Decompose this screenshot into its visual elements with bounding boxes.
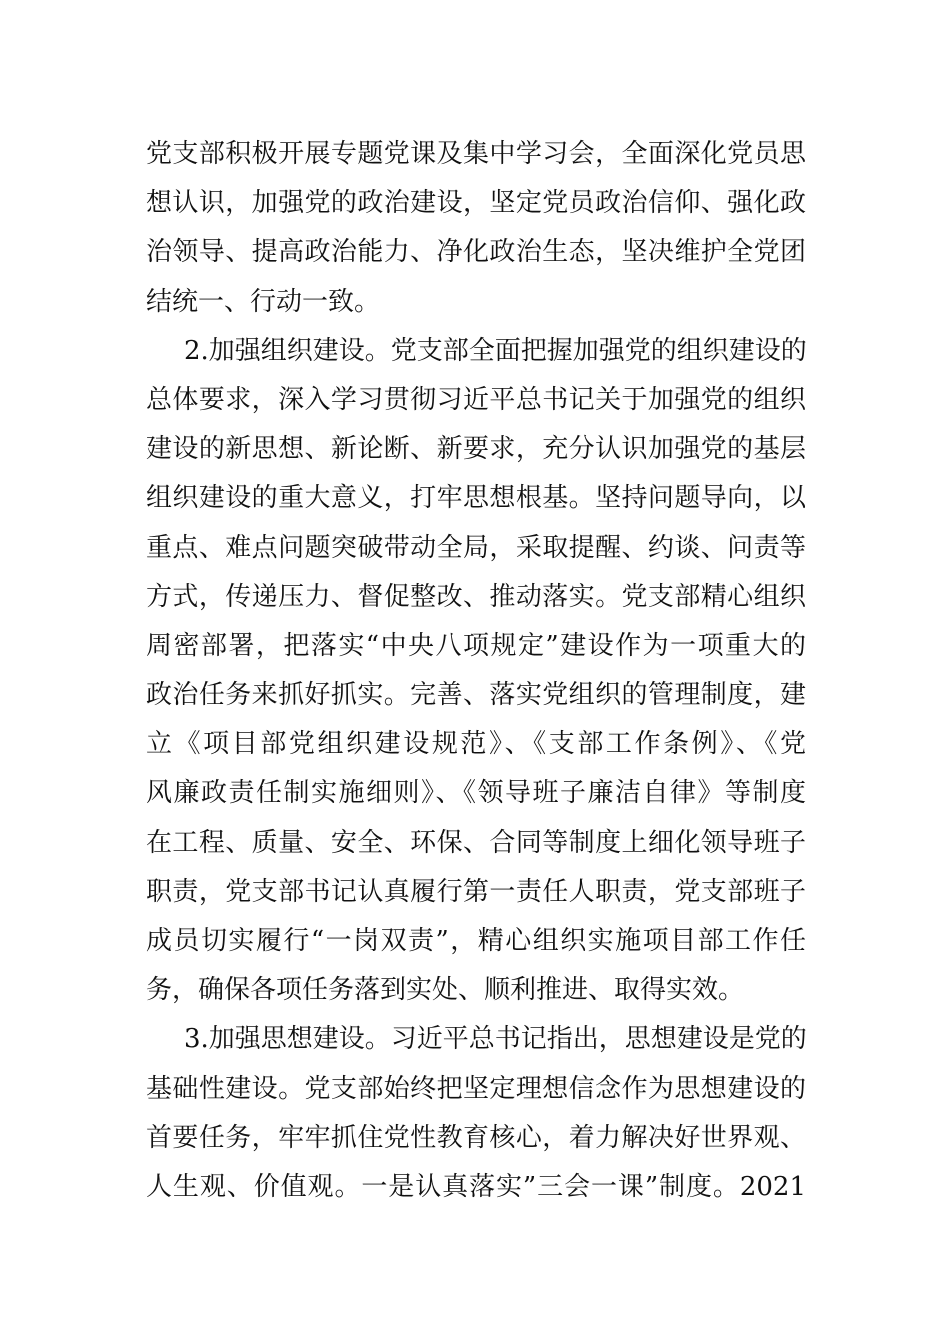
text-line: 想认识，加强党的政治建设，坚定党员政治信仰、强化政 bbox=[146, 188, 806, 219]
text-line: 风廉政责任制实施细则》、《领导班子廉洁自律》等制度 bbox=[146, 778, 806, 809]
text-line: 方式，传递压力、督促整改、推动落实。党支部精心组织 bbox=[146, 581, 806, 612]
text-line: 职责，党支部书记认真履行第一责任人职责，党支部班子 bbox=[146, 876, 806, 907]
text-line: 3.加强思想建设。习近平总书记指出，思想建设是党的 bbox=[184, 1024, 807, 1055]
text-line: 政治任务来抓好抓实。完善、落实党组织的管理制度，建 bbox=[146, 680, 806, 711]
text-line: 人生观、价值观。一是认真落实”三会一课”制度。2021 bbox=[146, 1171, 806, 1202]
text-line: 首要任务，牢牢抓住党性教育核心，着力解决好世界观、 bbox=[146, 1122, 806, 1153]
text-line: 成员切实履行“一岗双责”，精心组织实施项目部工作任 bbox=[146, 926, 806, 956]
text-line: 组织建设的重大意义，打牢思想根基。坚持问题导向，以 bbox=[146, 483, 806, 514]
body-text bbox=[146, 130, 806, 1212]
text-line: 2.加强组织建设。党支部全面把握加强党的组织建设的 bbox=[184, 335, 807, 366]
text-line: 总体要求，深入学习贯彻习近平总书记关于加强党的组织 bbox=[146, 384, 806, 415]
text-line: 基础性建设。党支部始终把坚定理想信念作为思想建设的 bbox=[146, 1073, 806, 1104]
text-line: 结统一、行动一致。 bbox=[146, 286, 381, 317]
text-line: 重点、难点问题突破带动全局，采取提醒、约谈、问责等 bbox=[146, 532, 806, 563]
text-line: 治领导、提高政治能力、净化政治生态，坚决维护全党团 bbox=[146, 237, 806, 268]
text-line: 建设的新思想、新论断、新要求，充分认识加强党的基层 bbox=[146, 434, 806, 465]
text-line: 立《项目部党组织建设规范》、《支部工作条例》、《党 bbox=[146, 729, 806, 760]
text-line: 党支部积极开展专题党课及集中学习会，全面深化党员思 bbox=[146, 139, 806, 169]
text-line: 周密部署，把落实“中央八项规定”建设作为一项重大的 bbox=[146, 630, 806, 661]
text-line: 在工程、质量、安全、环保、合同等制度上细化领导班子 bbox=[146, 827, 806, 858]
text-line: 务，确保各项任务落到实处、顺利推进、取得实效。 bbox=[146, 975, 745, 1006]
